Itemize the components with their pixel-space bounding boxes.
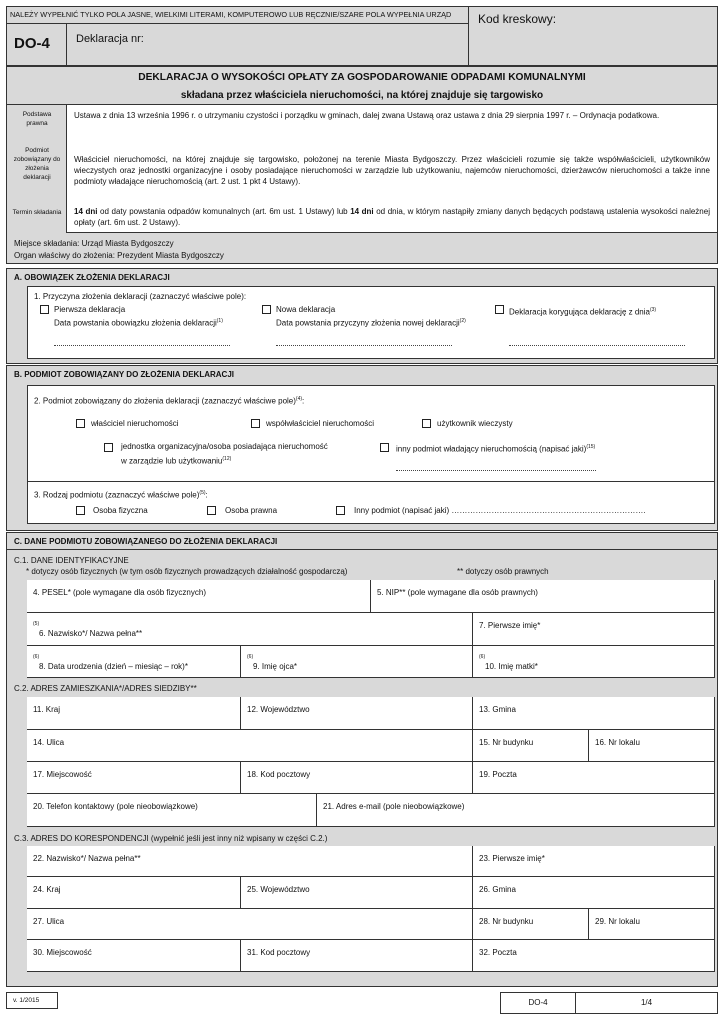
checkbox-new-declaration[interactable] [262, 305, 271, 314]
field-apartment-no[interactable] [589, 730, 715, 762]
field-corr-post-office[interactable] [473, 940, 715, 972]
deadline-bold-2: 14 dni [350, 207, 374, 216]
opt-correcting-sup: (3) [649, 307, 657, 313]
q2-label [34, 394, 304, 407]
opt-owner: właściciel nieruchomości [91, 419, 179, 428]
opt-new-declaration: Nowa deklaracja [276, 305, 336, 314]
field-pesel[interactable] [27, 580, 371, 613]
field-first-name-label: 7. Pierwsze imię* [479, 621, 541, 630]
field-father-name-label [247, 654, 298, 671]
field-postal-code[interactable] [241, 762, 473, 794]
c3-title: C.3. ADRES DO KORESPONDENCJI (wypełnić jeśli jest inny niż wpisany w części C.2.) [14, 834, 328, 843]
field-commune[interactable] [473, 697, 715, 730]
field-corr-building-no[interactable] [473, 909, 589, 940]
c1-title: C.1. DANE IDENTYFIKACYJNE [14, 556, 129, 565]
submission-place: Miejsce składania: Urząd Miasta Bydgoszczy [14, 239, 174, 248]
field-phone-label: 20. Telefon kontaktowy (pole nieobowiązkowe) [33, 802, 198, 811]
opt-other-entity-type: Inny podmiot (napisać jaki) ………………………………………………………………. [354, 506, 646, 515]
field-email-label: 21. Adres e-mail (pole nieobowiązkowe) [323, 802, 465, 811]
field-postal-code-label: 18. Kod pocztowy [247, 770, 311, 779]
field-corr-post-office-label: 32. Poczta [479, 948, 517, 957]
obliged-entity-text: Właściciel nieruchomości, na której znajduje się targowisko, położonej na terenie Miasta Bydgoszczy. Przez właścicieli rozumie się także współwłaścicieli, użytkowników wieczystych oraz jednostki organizacyjne i osoby posiadające nieruchomości w zarządzie lub użytkowaniu, najemców nieruchomości, dzierżawców nieruchomości a także inne podmioty władające nieruchomością (art. 2 ust. 1 pkt 4 Ustawy). [74, 155, 710, 186]
fill-instruction: NALEŻY WYPEŁNIĆ TYLKO POLA JASNE, WIELKIMI LITERAMI, KOMPUTEROWO LUB RĘCZNIE/SZARE POLA WYPEŁNIA URZĄD [10, 10, 452, 19]
field-corr-street-label: 27. Ulica [33, 917, 65, 926]
q2-sup: (4) [295, 396, 303, 402]
field-phone[interactable] [27, 794, 317, 827]
opt-other-entity-text: inny podmiot władający nieruchomością (napisać jaki) [396, 444, 587, 454]
field-corr-apartment-no[interactable] [589, 909, 715, 940]
field-corr-country[interactable] [27, 877, 241, 909]
field-surname-text: 6. Nazwisko*/ Nazwa pełna** [39, 629, 143, 638]
section-c-title: C. DANE PODMIOTU ZOBOWIĄZANEGO DO ZŁOŻENIA DEKLARACJI [14, 537, 278, 546]
q3-sup: (5) [199, 490, 206, 496]
q3-colon: : [205, 490, 208, 500]
field-corr-apartment-no-label: 29. Nr lokalu [595, 917, 640, 926]
opt-correcting-text: Deklaracja korygująca deklarację z dnia [509, 307, 650, 317]
field-corr-country-label: 24. Kraj [33, 885, 61, 894]
form-title: DEKLARACJA O WYSOKOŚCI OPŁATY ZA GOSPODAROWANIE ODPADAMI KOMUNALNYMI [138, 72, 586, 83]
opt-first-date-label [54, 316, 223, 329]
field-birth-date-label [33, 654, 188, 671]
field-post-office-label: 19. Poczta [479, 770, 517, 779]
c1-note-natural: * dotyczy osób fizycznych (w tym osób fizycznych prowadzących działalność gospodarczą) [26, 567, 348, 576]
first-date-input[interactable] [54, 345, 230, 346]
field-father-name[interactable] [241, 646, 473, 678]
opt-correcting-declaration [509, 305, 656, 318]
field-mother-name-label [479, 654, 538, 671]
deadline-label: Termin składania [12, 209, 62, 216]
opt-org-unit-sup: (12) [222, 456, 232, 462]
c1-note-legal: ** dotyczy osób prawnych [457, 567, 549, 576]
field-corr-commune-label: 26. Gmina [479, 885, 516, 894]
legal-basis-label: Podstawa prawna [22, 111, 52, 127]
correcting-date-input[interactable] [509, 345, 685, 346]
q2-text: 2. Podmiot zobowiązany do złożenia deklaracji (zaznaczyć właściwe pole) [34, 396, 296, 406]
field-building-no-label: 15. Nr budynku [479, 738, 534, 747]
legal-basis-text: Ustawa z dnia 13 września 1996 r. o utrzymaniu czystości i porządku w gminach, dalej zwana Ustawą oraz ustawa z dnia 29 sierpnia 1997 r. – Ordynacja podatkowa. [74, 111, 660, 120]
field-street-label: 14. Ulica [33, 738, 65, 747]
field-corr-voivodeship-label: 25. Województwo [247, 885, 310, 894]
barcode-label: Kod kreskowy: [478, 12, 557, 26]
checkbox-legal-person[interactable] [207, 506, 216, 515]
q3-label [34, 488, 208, 501]
field-corr-building-no-label: 28. Nr budynku [479, 917, 534, 926]
checkbox-org-unit[interactable] [104, 443, 113, 452]
field-surname[interactable] [27, 613, 473, 646]
field-post-office[interactable] [473, 762, 715, 794]
opt-legal-person: Osoba prawna [225, 506, 278, 515]
field-surname-sup: (5) [33, 621, 40, 627]
field-pesel-label: 4. PESEL* (pole wymagane dla osób fizycznych) [33, 588, 206, 597]
c2-title: C.2. ADRES ZAMIESZKANIA*/ADRES SIEDZIBY** [14, 684, 197, 693]
field-corr-surname[interactable] [27, 846, 473, 877]
obliged-entity-label: Podmiot zobowiązany do złożenia deklaracji [13, 147, 61, 181]
field-birth-date-text: 8. Data urodzenia (dzień – miesiąc – rok)* [39, 662, 188, 671]
field-mother-name-text: 10. Imię matki* [485, 662, 538, 671]
checkbox-owner[interactable] [76, 419, 85, 428]
footer-page-number: 1/4 [640, 998, 653, 1007]
field-nip[interactable] [371, 580, 715, 613]
field-father-name-text: 9. Imię ojca* [253, 662, 298, 671]
field-corr-first-name-label: 23. Pierwsze imię* [479, 854, 545, 863]
opt-other-entity [396, 442, 595, 455]
field-voivodeship[interactable] [241, 697, 473, 730]
checkbox-natural-person[interactable] [76, 506, 85, 515]
deadline-text [74, 206, 710, 228]
field-corr-commune[interactable] [473, 877, 715, 909]
field-birth-date[interactable] [27, 646, 241, 678]
opt-org-unit-line2 [121, 454, 231, 467]
field-street[interactable] [27, 730, 473, 762]
field-corr-surname-label: 22. Nazwisko*/ Nazwa pełna** [33, 854, 141, 863]
opt-new-date-text: Data powstania przyczyny złożenia nowej deklaracji [276, 318, 460, 328]
version-label: v. 1/2015 [13, 997, 40, 1004]
checkbox-perpetual-user[interactable] [422, 419, 431, 428]
q1-reason-label: 1. Przyczyna złożenia deklaracji (zaznaczyć właściwe pole): [34, 292, 247, 301]
field-corr-voivodeship[interactable] [241, 877, 473, 909]
deadline-text-2: od dnia, w którym nastąpiły zmiany danych będących podstawą ustalenia wysokości należnej opłaty (art. 6m ust. 2 Ustawy). [74, 207, 710, 227]
checkbox-other-entity[interactable] [380, 443, 389, 452]
section-c-title-divider [6, 549, 718, 550]
field-father-name-sup: (6) [247, 654, 254, 660]
form-code: DO-4 [14, 35, 50, 52]
q2-colon: : [302, 396, 305, 406]
deadline-text-1: od daty powstania odpadów komunalnych (art. 6m ust. 1 Ustawy) lub [97, 207, 351, 216]
checkbox-other-entity-type[interactable] [336, 506, 345, 515]
field-surname-label [33, 621, 143, 638]
section-a-title: A. OBOWIĄZEK ZŁOŻENIA DEKLARACJI [14, 273, 170, 282]
field-nip-label: 5. NIP** (pole wymagane dla osób prawnych) [377, 588, 538, 597]
opt-other-entity-sup: (15) [586, 444, 596, 450]
field-email[interactable] [317, 794, 715, 827]
section-b-title: B. PODMIOT ZOBOWIĄZANY DO ZŁOŻENIA DEKLARACJI [14, 370, 234, 379]
opt-natural-person: Osoba fizyczna [93, 506, 148, 515]
declaration-number-label: Deklaracja nr: [76, 33, 144, 45]
field-city[interactable] [27, 762, 241, 794]
field-corr-first-name[interactable] [473, 846, 715, 877]
field-city-label: 17. Miejscowość [33, 770, 92, 779]
opt-perpetual-user: użytkownik wieczysty [437, 419, 513, 428]
field-corr-city[interactable] [27, 940, 241, 972]
opt-org-unit-line1: jednostka organizacyjna/osoba posiadająca nieruchomość [121, 442, 328, 451]
field-mother-name-sup: (6) [479, 654, 486, 660]
field-mother-name[interactable] [473, 646, 715, 678]
checkbox-coowner[interactable] [251, 419, 260, 428]
new-date-input[interactable] [276, 345, 452, 346]
checkbox-first-declaration[interactable] [40, 305, 49, 314]
checkbox-correcting-declaration[interactable] [495, 305, 504, 314]
q3-text: 3. Rodzaj podmiotu (zaznaczyć właściwe pole) [34, 490, 200, 500]
opt-first-date-text: Data powstania obowiązku złożenia deklaracji [54, 318, 217, 328]
other-entity-input[interactable] [396, 470, 596, 471]
opt-org-unit-line2-text: w zarządzie lub użytkowaniu [121, 456, 223, 466]
field-voivodeship-label: 12. Województwo [247, 705, 310, 714]
field-building-no[interactable] [473, 730, 589, 762]
opt-coowner: współwłaściciel nieruchomości [266, 419, 375, 428]
field-first-name[interactable] [473, 613, 715, 646]
opt-first-declaration: Pierwsza deklaracja [54, 305, 126, 314]
form-subtitle: składana przez właściciela nieruchomości, na której znajduje się targowisko [180, 90, 544, 101]
field-corr-postal-code-label: 31. Kod pocztowy [247, 948, 311, 957]
field-corr-street[interactable] [27, 909, 473, 940]
field-apartment-no-label: 16. Nr lokalu [595, 738, 640, 747]
field-corr-city-label: 30. Miejscowość [33, 948, 92, 957]
field-country-label: 11. Kraj [33, 705, 60, 714]
opt-first-date-sup: (1) [216, 318, 223, 324]
deadline-bold-1: 14 dni [74, 207, 98, 216]
field-birth-date-sup: (6) [33, 654, 40, 660]
field-commune-label: 13. Gmina [479, 705, 516, 714]
field-corr-postal-code[interactable] [241, 940, 473, 972]
footer-form-code: DO-4 [528, 998, 548, 1007]
opt-new-date-label [276, 316, 466, 329]
competent-authority: Organ właściwy do złożenia: Prezydent Miasta Bydgoszczy [14, 251, 224, 260]
opt-new-date-sup: (2) [459, 318, 466, 324]
field-country[interactable] [27, 697, 241, 730]
